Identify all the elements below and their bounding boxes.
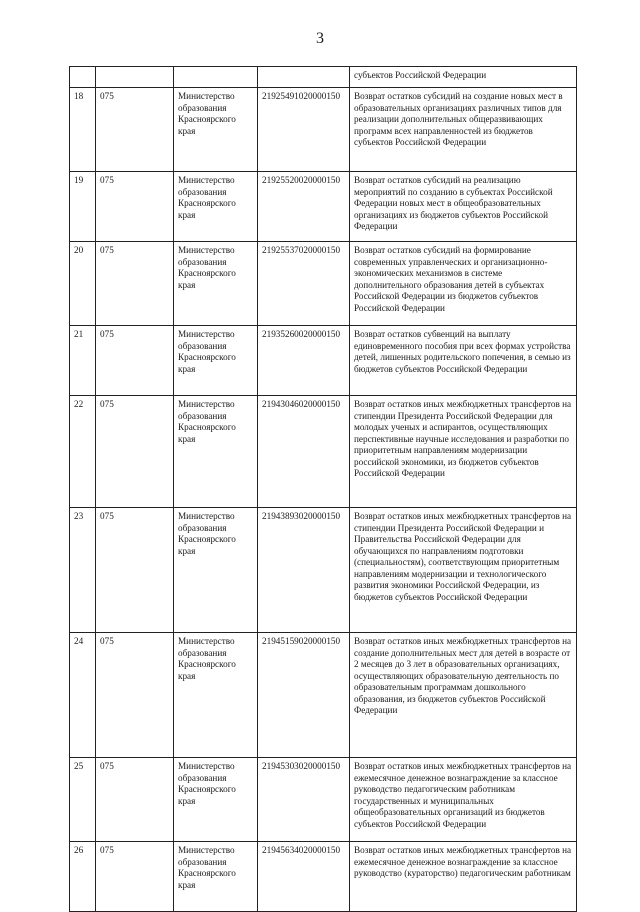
- row-number: 20: [70, 242, 96, 326]
- table-row: [70, 326, 577, 396]
- table-row: [70, 842, 577, 912]
- table-row: [70, 758, 577, 842]
- budget-code: 21943893020000150: [258, 508, 350, 633]
- description: Возврат остатков иных межбюджетных трансфертов на ежемесячное денежное вознаграждение за классное руководство (кураторство) педагогическим работникам: [350, 842, 577, 912]
- row-number: 21: [70, 326, 96, 396]
- admin-name: Министерство образования Красноярского края: [174, 242, 258, 326]
- budget-code: 21925491020000150: [258, 88, 350, 172]
- admin-name: Министерство образования Красноярского края: [174, 172, 258, 242]
- admin-code: 075: [96, 88, 174, 172]
- admin-code: 075: [96, 758, 174, 842]
- table-row: [70, 396, 577, 508]
- budget-code: 21945159020000150: [258, 633, 350, 758]
- budget-code: 21925520020000150: [258, 172, 350, 242]
- row-number: 18: [70, 88, 96, 172]
- description: Возврат остатков иных межбюджетных трансфертов на ежемесячное денежное вознаграждение за классное руководство педагогическим работникам государственных и муниципальных общеобразовательных организаций из бюджетов субъектов Российской Федерации: [350, 758, 577, 842]
- description: Возврат остатков иных межбюджетных трансфертов на стипендии Президента Российской Федерации для молодых ученых и аспирантов, осуществляющих перспективные научные исследования и разработки по приоритетным направлениям модернизации российской экономики, из бюджетов субъектов Российской Федерации: [350, 396, 577, 508]
- admin-code: 075: [96, 242, 174, 326]
- description: Возврат остатков иных межбюджетных трансфертов на стипендии Президента Российской Федерации и Правительства Российской Федерации для обучающихся по направлениям подготовки (специальностям), соответствующим приоритетным направлениям модернизации и технологического развития экономики Российской Федерации, из бюджетов субъектов Российской Федерации: [350, 508, 577, 633]
- continuation-row: [70, 67, 577, 88]
- table-row: [70, 172, 577, 242]
- admin-code: 075: [96, 633, 174, 758]
- description: Возврат остатков субсидий на формирование современных управленческих и организационно-экономических механизмов в системе дополнительного образования детей в субъектах Российской Федерации из бюджетов субъектов Российской Федерации: [350, 242, 577, 326]
- budget-code: 21943046020000150: [258, 396, 350, 508]
- admin-code: 075: [96, 396, 174, 508]
- table-row: [70, 88, 577, 172]
- table-row: [70, 242, 577, 326]
- row-number: 23: [70, 508, 96, 633]
- table-row: [70, 633, 577, 758]
- admin-name: Министерство образования Красноярского края: [174, 633, 258, 758]
- budget-table: [69, 66, 577, 912]
- description: Возврат остатков субсидий на реализацию мероприятий по созданию в субъектах Российской Федерации новых мест в общеобразовательных организациях из бюджетов субъектов Российской Федерации: [350, 172, 577, 242]
- budget-code: 21935260020000150: [258, 326, 350, 396]
- page-number: 3: [316, 30, 324, 47]
- budget-code: 21925537020000150: [258, 242, 350, 326]
- admin-name: Министерство образования Красноярского края: [174, 88, 258, 172]
- row-number: 19: [70, 172, 96, 242]
- admin-name: Министерство образования Красноярского края: [174, 842, 258, 912]
- admin-code: 075: [96, 508, 174, 633]
- row-number: 24: [70, 633, 96, 758]
- continuation-text: субъектов Российской Федерации: [350, 67, 577, 88]
- admin-name: Министерство образования Красноярского края: [174, 326, 258, 396]
- row-number: 26: [70, 842, 96, 912]
- table-row: [70, 508, 577, 633]
- description: Возврат остатков субсидий на создание новых мест в образовательных организациях различных типов для реализации дополнительных общеразвивающих программ всех направленностей из бюджетов субъектов Российской Федерации: [350, 88, 577, 172]
- row-number: 25: [70, 758, 96, 842]
- admin-name: Министерство образования Красноярского края: [174, 758, 258, 842]
- description: Возврат остатков субвенций на выплату единовременного пособия при всех формах устройства детей, лишенных родительского попечения, в семью из бюджетов субъектов Российской Федерации: [350, 326, 577, 396]
- budget-code: 21945303020000150: [258, 758, 350, 842]
- row-number: 22: [70, 396, 96, 508]
- admin-name: Министерство образования Красноярского края: [174, 508, 258, 633]
- budget-code: 21945634020000150: [258, 842, 350, 912]
- admin-code: 075: [96, 326, 174, 396]
- description: Возврат остатков иных межбюджетных трансфертов на создание дополнительных мест для детей в возрасте от 2 месяцев до 3 лет в образовательных организациях, осуществляющих образовательную деятельность по образовательным программам дошкольного образования, из бюджетов субъектов Российской Федерации: [350, 633, 577, 758]
- admin-code: 075: [96, 172, 174, 242]
- admin-code: 075: [96, 842, 174, 912]
- admin-name: Министерство образования Красноярского края: [174, 396, 258, 508]
